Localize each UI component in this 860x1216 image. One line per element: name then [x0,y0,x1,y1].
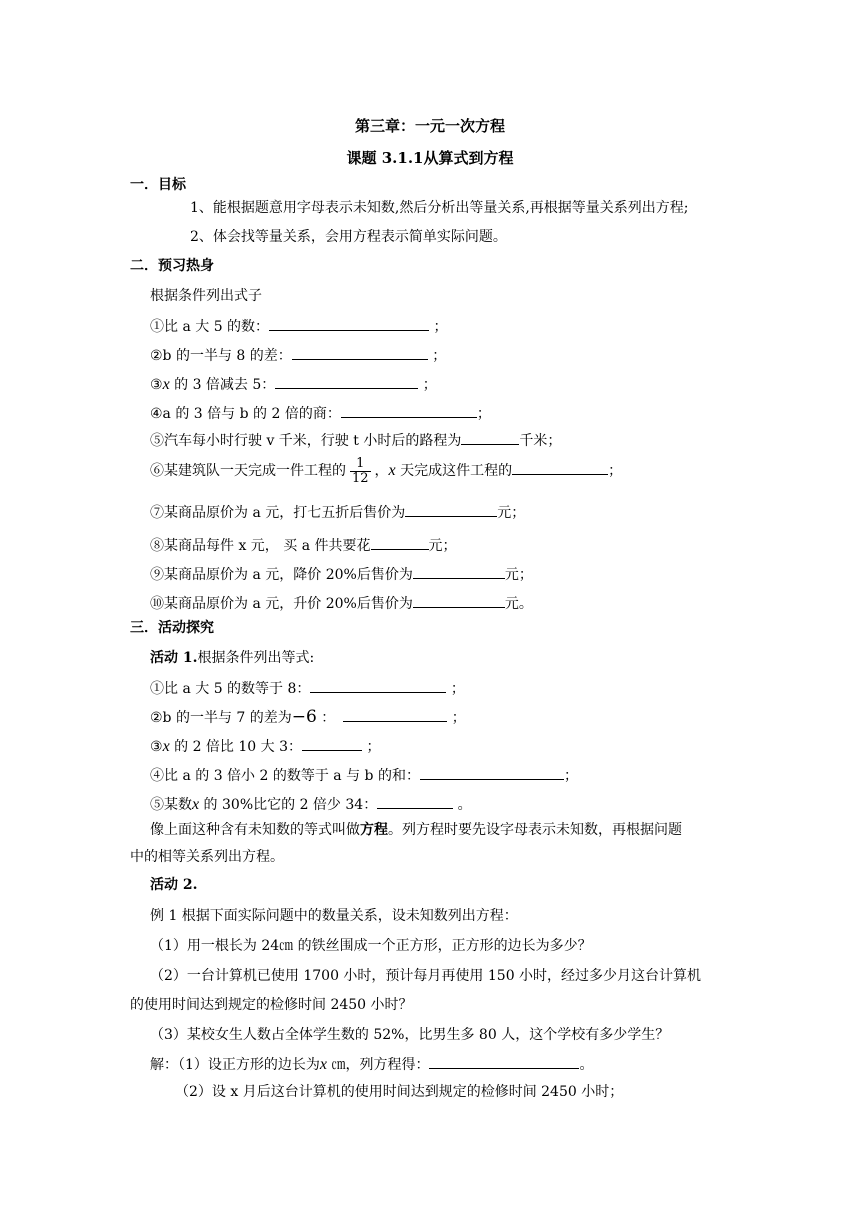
preview-item-10 [150,592,533,614]
preview-item-7-text: ⑦某商品原价为 a 元，打七五折后售价为 [150,505,406,521]
equation-item-5 [150,793,472,815]
answer-blank[interactable] [341,402,477,418]
answer-blank[interactable] [420,764,564,780]
preview-item-2-end: ； [427,348,447,364]
colon: ： [316,710,336,726]
preview-item-10-unit: 元。 [504,596,533,612]
preview-item-1 [150,315,448,337]
preview-item-8 [150,534,457,556]
preview-item-3-end: ； [418,377,437,393]
activity-1-label: 活动 1. [150,650,198,666]
preview-item-5-unit: 千米； [519,433,562,449]
chapter-title: 第三章：一元一次方程 [354,117,505,135]
preview-item-7-unit: 元； [497,505,526,521]
answer-blank[interactable] [343,706,447,722]
definition-text-a: 像上面这种含有未知数的等式叫做 [150,822,360,838]
variable-x: x [162,738,170,755]
answer-blank[interactable] [405,501,497,517]
preview-item-3 [150,373,437,395]
preview-item-1-text: ①比 a 大 5 的数： [150,319,270,335]
definition-term: 方程 [360,822,388,838]
answer-blank[interactable] [302,735,362,751]
preview-item-7 [150,501,525,523]
definition-paragraph-line-1 [150,820,682,840]
preview-item-8-text: ⑧某商品每件 x 元， 买 a 件共要花 [150,538,371,554]
preview-item-9-unit: 元； [504,567,533,583]
solution-text-a: 解：（1）设正方形的边长为 [150,1057,320,1073]
preview-item-5 [150,429,561,451]
variable-x: x [388,462,396,479]
equation-item-1-end: ； [446,681,465,697]
preview-item-2-text: ②b 的一半与 8 的差： [150,348,292,364]
answer-blank[interactable] [461,429,519,445]
answer-blank[interactable] [413,592,505,608]
section-3-heading: 三．活动探究 [130,620,214,636]
fraction-denominator: 12 [352,470,369,486]
answer-blank[interactable] [275,373,418,389]
preview-item-3-text: 的 3 倍减去 5： [169,377,276,393]
answer-blank[interactable] [413,563,505,579]
goal-1: 1、能根据题意用字母表示未知数,然后分析出等量关系,再根据等量关系列出方程; [190,200,689,216]
preview-intro: 根据条件列出式子 [150,288,262,304]
variable-x: x [319,1056,328,1073]
question-1: （1）用一根长为 24㎝ 的铁丝围成一个正方形，正方形的边长为多少？ [150,938,592,954]
fraction-numerator: 1 [350,457,371,472]
preview-item-9-text: ⑨某商品原价为 a 元，降价 20%后售价为 [150,567,413,583]
solution-line-2: （2）设 x 月后这台计算机的使用时间达到规定的检修时间 2450 小时； [175,1084,624,1100]
definition-paragraph-line-2: 中的相等关系列出方程。 [130,849,284,865]
preview-item-1-end: ； [429,319,448,335]
equation-item-4-text: ④比 a 的 3 倍小 2 的数等于 a 与 b 的和： [150,768,420,784]
activity-2-label: 活动 2. [150,877,198,893]
preview-item-4-text: ④a 的 3 倍与 b 的 2 倍的商： [150,406,341,422]
equation-item-5-end: 。 [453,797,472,813]
preview-item-5-text: ⑤汽车每小时行驶 v 千米，行驶 t 小时后的路程为 [150,433,462,449]
preview-item-9 [150,563,533,585]
section-1-heading: 一．目标 [130,177,186,193]
preview-item-6-text: ⑥某建筑队一天完成一件工程的 [150,463,346,479]
activity-1-intro [150,648,314,668]
preview-item-6 [150,456,622,486]
equation-item-4 [150,764,578,786]
equation-item-4-end: ； [563,768,578,784]
preview-item-2 [150,344,446,366]
question-2-line-1: （2）一台计算机已使用 1700 小时，预计每月再使用 150 小时，经过多少月这台计算机 [150,968,702,984]
variable-x: x [192,796,200,813]
section-2-heading: 二．预习热身 [130,258,214,274]
negative-six: −6 [291,707,317,727]
answer-blank[interactable] [269,315,429,331]
preview-item-8-unit: 元； [428,538,457,554]
answer-blank[interactable] [429,1053,579,1069]
question-2-line-2: 的使用时间达到规定的检修时间 2450 小时？ [130,997,413,1013]
equation-item-3-end: ； [362,739,381,755]
equation-item-3 [150,735,380,757]
answer-blank[interactable] [377,793,453,809]
equation-item-3-text: 的 2 倍比 10 大 3： [169,739,303,755]
lesson-title: 课题 3.1.1从算式到方程 [346,149,514,167]
equation-item-5-text: ⑤某数 [150,797,192,813]
question-3: （3）某校女生人数占全体学生数的 52%，比男生多 80 人，这个学校有多少学生？ [150,1027,670,1043]
preview-item-3-num: ③ [150,377,163,393]
solution-text-b: ㎝，列方程得： [327,1057,430,1073]
equation-item-1-text: ①比 a 大 5 的数等于 8： [150,681,311,697]
activity-1-text: 根据条件列出等式: [197,650,315,666]
variable-x: x [162,376,170,393]
preview-item-4 [150,402,491,424]
equation-item-2 [150,706,466,728]
answer-blank[interactable] [292,344,428,360]
comma: ， [374,463,389,479]
answer-blank[interactable] [310,677,446,693]
preview-item-10-text: ⑩某商品原价为 a 元，升价 20%后售价为 [150,596,413,612]
preview-item-4-end: ； [476,406,491,422]
fraction-one-twelfth [350,457,371,486]
answer-blank[interactable] [371,534,429,550]
solution-line-1 [150,1053,593,1075]
example-intro: 例 1 根据下面实际问题中的数量关系，设未知数列出方程： [150,908,518,924]
preview-item-6-end: ； [608,463,623,479]
solution-end: 。 [579,1057,594,1073]
goal-2: 2、体会找等量关系，会用方程表示简单实际问题。 [190,229,507,245]
equation-item-2-text: ②b 的一半与 7 的差为 [150,710,292,726]
equation-item-3-num: ③ [150,739,163,755]
equation-item-2-end: ； [447,710,466,726]
answer-blank[interactable] [512,459,608,475]
equation-item-1 [150,677,465,699]
preview-item-6-text-b: 天完成这件工程的 [395,463,513,479]
definition-text-b: 。列方程时要先设字母表示未知数，再根据问题 [388,822,682,838]
equation-item-5-text-b: 的 30%比它的 2 倍少 34： [199,797,378,813]
